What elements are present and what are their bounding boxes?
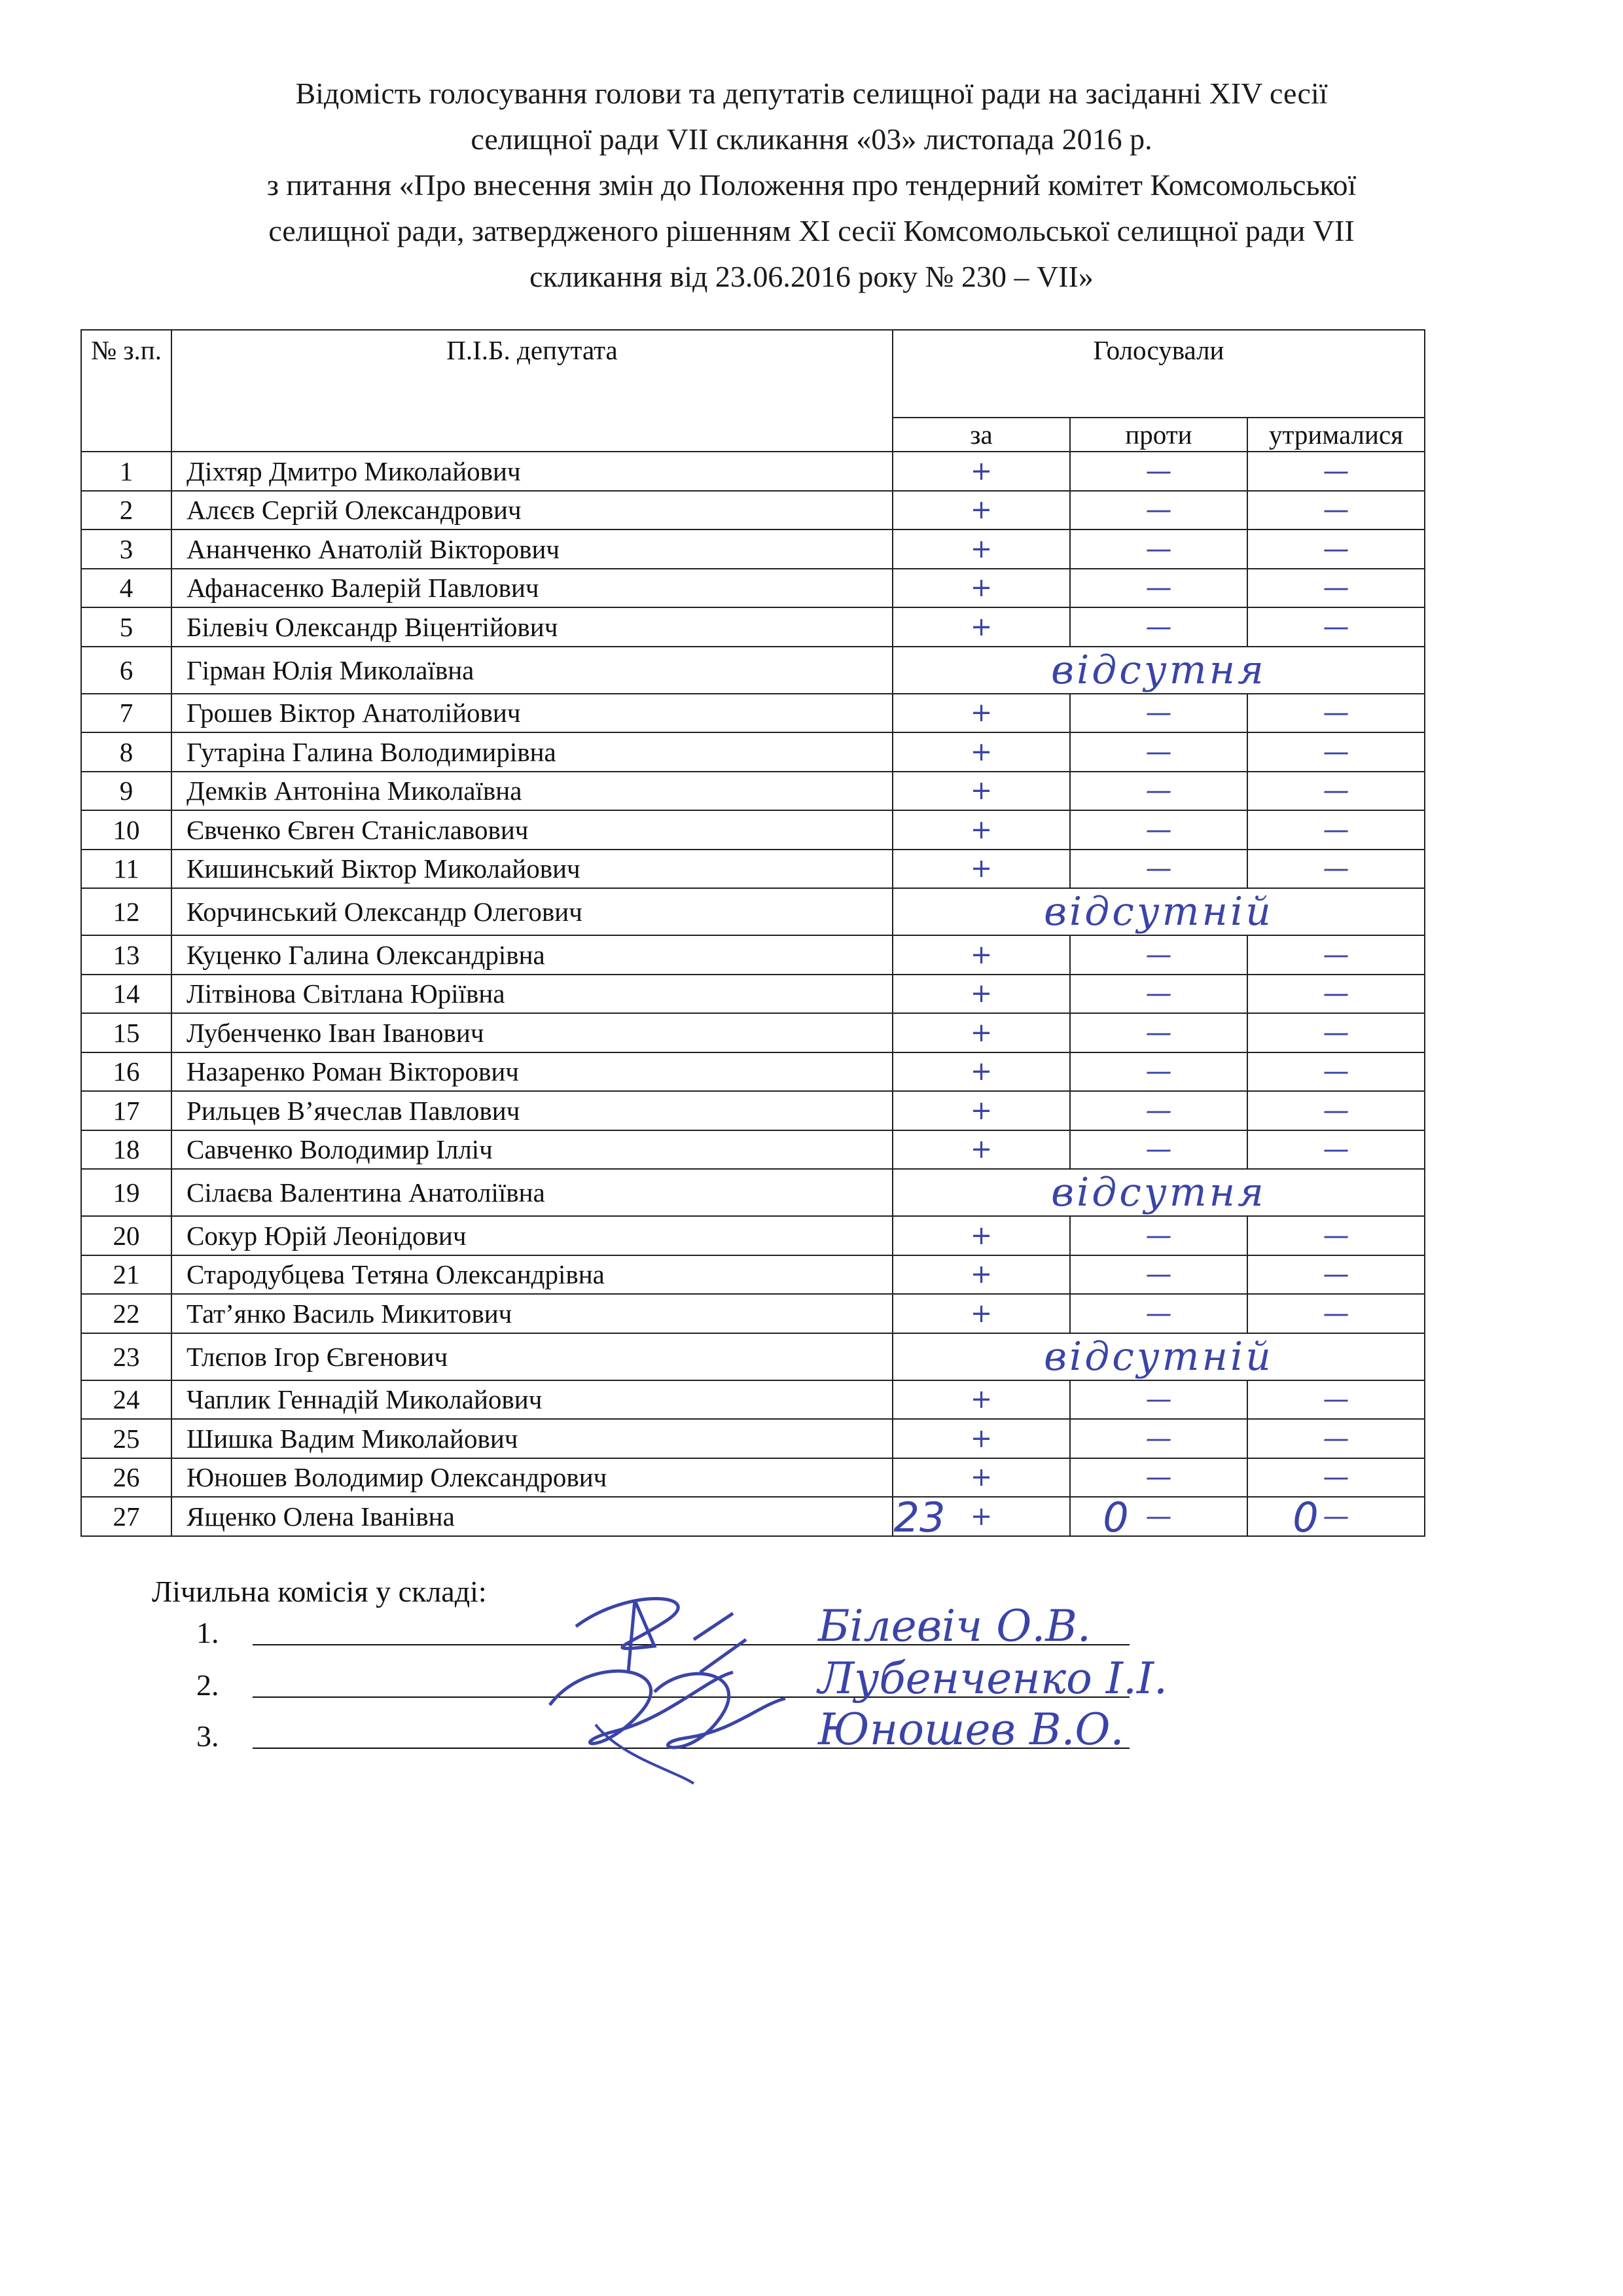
vote-abstain-mark: —	[1247, 452, 1425, 491]
deputy-name: Лубенченко Іван Іванович	[171, 1013, 893, 1052]
deputy-name: Гірман Юлія Миколаївна	[171, 647, 893, 694]
deputy-name: Кишинський Віктор Миколайович	[171, 850, 893, 889]
header-name: П.І.Б. депутата	[171, 330, 893, 452]
row-number: 2	[81, 491, 171, 530]
vote-abstain-mark: —	[1247, 1458, 1425, 1498]
row-number: 14	[81, 975, 171, 1014]
vote-for-mark: +	[893, 1497, 1070, 1536]
header-line-4: селищної ради, затвердженого рішенням XI сесії Комсомольської селищної ради VII	[268, 214, 1355, 247]
table-row	[81, 569, 1425, 608]
row-number: 5	[81, 607, 171, 647]
row-number: 12	[81, 888, 171, 935]
commission-member-3	[196, 1704, 1124, 1755]
vote-for-mark: +	[893, 529, 1070, 569]
vote-against-mark: —	[1070, 607, 1247, 647]
vote-for-mark: +	[893, 1419, 1070, 1458]
member-signature: Лубенченко І.І.	[818, 1653, 1168, 1704]
total-for: 23	[893, 1494, 946, 1541]
commission-label: Лічильна комісія у складі:	[152, 1575, 487, 1608]
deputy-name: Афанасенко Валерій Павлович	[171, 569, 893, 608]
commission-member-1	[196, 1601, 1091, 1651]
deputy-name: Юношев Володимир Олександрович	[171, 1458, 893, 1498]
member-signature: Юношев В.О.	[818, 1704, 1124, 1755]
row-number: 21	[81, 1255, 171, 1295]
table-row	[81, 491, 1425, 530]
vote-for-mark: +	[893, 1052, 1070, 1092]
voting-table	[80, 329, 1425, 1537]
vote-against-mark: —	[1070, 491, 1247, 530]
row-number: 10	[81, 810, 171, 850]
vote-abstain-mark: —	[1247, 607, 1425, 647]
table-row	[81, 1294, 1425, 1333]
vote-for-mark: +	[893, 1216, 1070, 1255]
deputy-name: Демків Антоніна Миколаївна	[171, 772, 893, 811]
vote-against-mark: —	[1070, 1294, 1247, 1333]
member-number: 3.	[196, 1719, 219, 1753]
vote-against-mark: —	[1070, 694, 1247, 733]
table-row	[81, 1255, 1425, 1295]
table-row	[81, 1458, 1425, 1498]
vote-for-mark: +	[893, 810, 1070, 850]
deputy-name: Тлєпов Ігор Євгенович	[171, 1333, 893, 1380]
vote-for-mark: +	[893, 569, 1070, 608]
table-row	[81, 772, 1425, 811]
document-header	[118, 71, 1505, 300]
row-number: 18	[81, 1130, 171, 1170]
table-row	[81, 1091, 1425, 1130]
vote-abstain-mark: —	[1247, 491, 1425, 530]
table-row	[81, 1419, 1425, 1458]
vote-abstain-mark: —	[1247, 1380, 1425, 1420]
row-number: 19	[81, 1169, 171, 1216]
handwritten-signatures	[537, 1574, 877, 1790]
vote-against-mark: —	[1070, 1380, 1247, 1420]
vote-abstain-mark: —	[1247, 810, 1425, 850]
commission-member-2	[196, 1653, 1168, 1704]
header-for: за	[893, 418, 1070, 452]
vote-against-mark: —	[1070, 452, 1247, 491]
absent-mark: відсутній	[893, 1333, 1425, 1380]
row-number: 26	[81, 1458, 171, 1498]
row-number: 3	[81, 529, 171, 569]
vote-against-mark: —	[1070, 1052, 1247, 1092]
header-line-2: селищної ради VII скликання «03» листопада 2016 р.	[471, 122, 1152, 156]
vote-abstain-mark: —	[1247, 569, 1425, 608]
vote-against-mark: —	[1070, 1497, 1247, 1536]
table-row	[81, 1216, 1425, 1255]
deputy-name: Ананченко Анатолій Вікторович	[171, 529, 893, 569]
deputy-name: Шишка Вадим Миколайович	[171, 1419, 893, 1458]
vote-for-mark: +	[893, 1380, 1070, 1420]
total-abstain: 0	[1293, 1494, 1319, 1541]
vote-abstain-mark: —	[1247, 1052, 1425, 1092]
deputy-name: Грошев Віктор Анатолійович	[171, 694, 893, 733]
vote-against-mark: —	[1070, 1255, 1247, 1295]
row-number: 4	[81, 569, 171, 608]
member-number: 1.	[196, 1616, 219, 1649]
vote-abstain-mark: —	[1247, 850, 1425, 889]
deputy-name: Алєєв Сергій Олександрович	[171, 491, 893, 530]
row-number: 8	[81, 732, 171, 772]
row-number: 7	[81, 694, 171, 733]
table-row	[81, 1130, 1425, 1170]
row-number: 24	[81, 1380, 171, 1420]
table-row	[81, 1333, 1425, 1380]
header-voted: Голосували	[893, 330, 1425, 418]
vote-for-mark: +	[893, 1130, 1070, 1170]
table-row	[81, 732, 1425, 772]
vote-for-mark: +	[893, 1091, 1070, 1130]
table-row	[81, 452, 1425, 491]
row-number: 16	[81, 1052, 171, 1092]
deputy-name: Білевіч Олександр Віцентійович	[171, 607, 893, 647]
vote-for-mark: +	[893, 1255, 1070, 1295]
table-row	[81, 1169, 1425, 1216]
deputy-name: Куценко Галина Олександрівна	[171, 935, 893, 975]
deputy-name: Гутаріна Галина Володимирівна	[171, 732, 893, 772]
row-number: 17	[81, 1091, 171, 1130]
vote-for-mark: +	[893, 935, 1070, 975]
vote-for-mark: +	[893, 694, 1070, 733]
deputy-name: Рильцев В’ячеслав Павлович	[171, 1091, 893, 1130]
table-row	[81, 529, 1425, 569]
total-against: 0	[1103, 1494, 1129, 1541]
vote-against-mark: —	[1070, 850, 1247, 889]
vote-abstain-mark: —	[1247, 1255, 1425, 1295]
row-number: 15	[81, 1013, 171, 1052]
table-row	[81, 647, 1425, 694]
vote-against-mark: —	[1070, 772, 1247, 811]
row-number: 13	[81, 935, 171, 975]
row-number: 22	[81, 1294, 171, 1333]
deputy-name: Тат’янко Василь Микитович	[171, 1294, 893, 1333]
deputy-name: Назаренко Роман Вікторович	[171, 1052, 893, 1092]
header-against: проти	[1070, 418, 1247, 452]
absent-mark: відсутня	[893, 647, 1425, 694]
vote-against-mark: —	[1070, 732, 1247, 772]
row-number: 6	[81, 647, 171, 694]
member-number: 2.	[196, 1668, 219, 1702]
row-number: 11	[81, 850, 171, 889]
header-line-1: Відомість голосування голови та депутатів селищної ради на засіданні XIV сесії	[295, 77, 1328, 110]
vote-against-mark: —	[1070, 975, 1247, 1014]
vote-against-mark: —	[1070, 529, 1247, 569]
deputy-name: Сілаєва Валентина Анатоліївна	[171, 1169, 893, 1216]
header-number: № з.п.	[81, 330, 171, 452]
table-row	[81, 888, 1425, 935]
vote-abstain-mark: —	[1247, 1294, 1425, 1333]
row-number: 20	[81, 1216, 171, 1255]
row-number: 1	[81, 452, 171, 491]
vote-abstain-mark: —	[1247, 1091, 1425, 1130]
row-number: 23	[81, 1333, 171, 1380]
vote-for-mark: +	[893, 452, 1070, 491]
vote-for-mark: +	[893, 607, 1070, 647]
deputy-name: Чаплик Геннадій Миколайович	[171, 1380, 893, 1420]
absent-mark: відсутній	[893, 888, 1425, 935]
deputy-name: Ященко Олена Іванівна	[171, 1497, 893, 1536]
deputy-name: Євченко Євген Станіславович	[171, 810, 893, 850]
vote-abstain-mark: —	[1247, 975, 1425, 1014]
table-row	[81, 1052, 1425, 1092]
table-row	[81, 935, 1425, 975]
table-row	[81, 1380, 1425, 1420]
vote-abstain-mark: —	[1247, 1497, 1425, 1536]
row-number: 25	[81, 1419, 171, 1458]
row-number: 27	[81, 1497, 171, 1536]
vote-for-mark: +	[893, 975, 1070, 1014]
deputy-name: Стародубцева Тетяна Олександрівна	[171, 1255, 893, 1295]
deputy-name: Літвінова Світлана Юріївна	[171, 975, 893, 1014]
vote-against-mark: —	[1070, 1091, 1247, 1130]
absent-mark: відсутня	[893, 1169, 1425, 1216]
vote-against-mark: —	[1070, 569, 1247, 608]
vote-against-mark: —	[1070, 1458, 1247, 1498]
vote-for-mark: +	[893, 850, 1070, 889]
vote-abstain-mark: —	[1247, 694, 1425, 733]
vote-for-mark: +	[893, 732, 1070, 772]
vote-for-mark: +	[893, 491, 1070, 530]
member-signature: Білевіч О.В.	[818, 1601, 1091, 1651]
vote-abstain-mark: —	[1247, 935, 1425, 975]
header-line-3: з питання «Про внесення змін до Положення про тендерний комітет Комсомольської	[266, 168, 1357, 202]
header-abstain: утрималися	[1247, 418, 1425, 452]
table-row	[81, 975, 1425, 1014]
vote-abstain-mark: —	[1247, 529, 1425, 569]
row-number: 9	[81, 772, 171, 811]
table-row	[81, 607, 1425, 647]
vote-against-mark: —	[1070, 935, 1247, 975]
table-row	[81, 850, 1425, 889]
vote-against-mark: —	[1070, 1419, 1247, 1458]
vote-against-mark: —	[1070, 1013, 1247, 1052]
vote-abstain-mark: —	[1247, 1130, 1425, 1170]
vote-for-mark: +	[893, 1013, 1070, 1052]
vote-against-mark: —	[1070, 1130, 1247, 1170]
table-row	[81, 1013, 1425, 1052]
vote-against-mark: —	[1070, 1216, 1247, 1255]
deputy-name: Сокур Юрій Леонідович	[171, 1216, 893, 1255]
vote-abstain-mark: —	[1247, 1419, 1425, 1458]
vote-abstain-mark: —	[1247, 1013, 1425, 1052]
vote-abstain-mark: —	[1247, 772, 1425, 811]
header-line-5: скликання від 23.06.2016 року № 230 – VII»	[529, 260, 1094, 293]
deputy-name: Діхтяр Дмитро Миколайович	[171, 452, 893, 491]
vote-abstain-mark: —	[1247, 1216, 1425, 1255]
vote-for-mark: +	[893, 1458, 1070, 1498]
table-row	[81, 810, 1425, 850]
vote-for-mark: +	[893, 772, 1070, 811]
table-row	[81, 694, 1425, 733]
table-body	[81, 452, 1425, 1536]
deputy-name: Савченко Володимир Ілліч	[171, 1130, 893, 1170]
vote-against-mark: —	[1070, 810, 1247, 850]
vote-abstain-mark: —	[1247, 732, 1425, 772]
vote-for-mark: +	[893, 1294, 1070, 1333]
deputy-name: Корчинський Олександр Олегович	[171, 888, 893, 935]
